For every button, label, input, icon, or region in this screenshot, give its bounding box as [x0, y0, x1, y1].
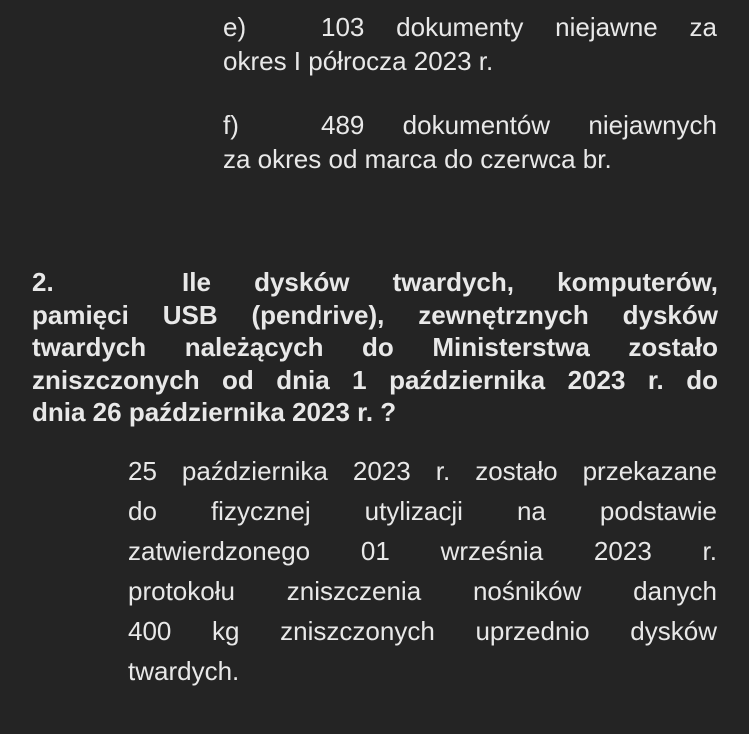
answer-text: twardych. — [128, 656, 240, 686]
question-text: zniszczonych od dnia 1 października 2023 r. do — [32, 364, 718, 395]
question-text: dnia 26 października 2023 r. ? — [32, 397, 397, 427]
answer-text: 25 października 2023 r. zostało przekazane — [128, 456, 717, 486]
question-text: pamięci USB (pendrive), zewnętrznych dysków — [32, 299, 718, 330]
list-item-text: 489 dokumentów niejawnych — [321, 110, 717, 140]
question-number: 2. — [32, 267, 54, 297]
answer-text: 400 kg zniszczonych uprzednio dysków — [128, 616, 717, 646]
list-item-f — [223, 108, 717, 176]
list-item-line — [223, 10, 717, 44]
question-2 — [32, 266, 718, 429]
question-text: Ile dysków twardych, komputerów, — [182, 267, 718, 297]
list-item-marker: f) — [223, 110, 239, 140]
answer-text: zatwierdzonego 01 września 2023 r. — [128, 536, 717, 566]
list-item-marker: e) — [223, 12, 247, 42]
list-item-text: za okres od marca do czerwca br. — [223, 144, 612, 174]
question-text: twardych należących do Ministerstwa zostało — [32, 332, 718, 362]
list-item-text: okres I półrocza 2023 r. — [223, 46, 494, 76]
list-item-text: 103 dokumenty niejawne za — [321, 12, 717, 42]
answer-text: protokołu zniszczenia nośników danych — [128, 576, 717, 606]
question-line — [32, 266, 718, 299]
answer-text: do fizycznej utylizacji na podstawie — [128, 496, 717, 526]
answer-paragraph — [128, 451, 717, 691]
list-item-line — [223, 108, 717, 142]
list-item-e — [223, 10, 717, 78]
